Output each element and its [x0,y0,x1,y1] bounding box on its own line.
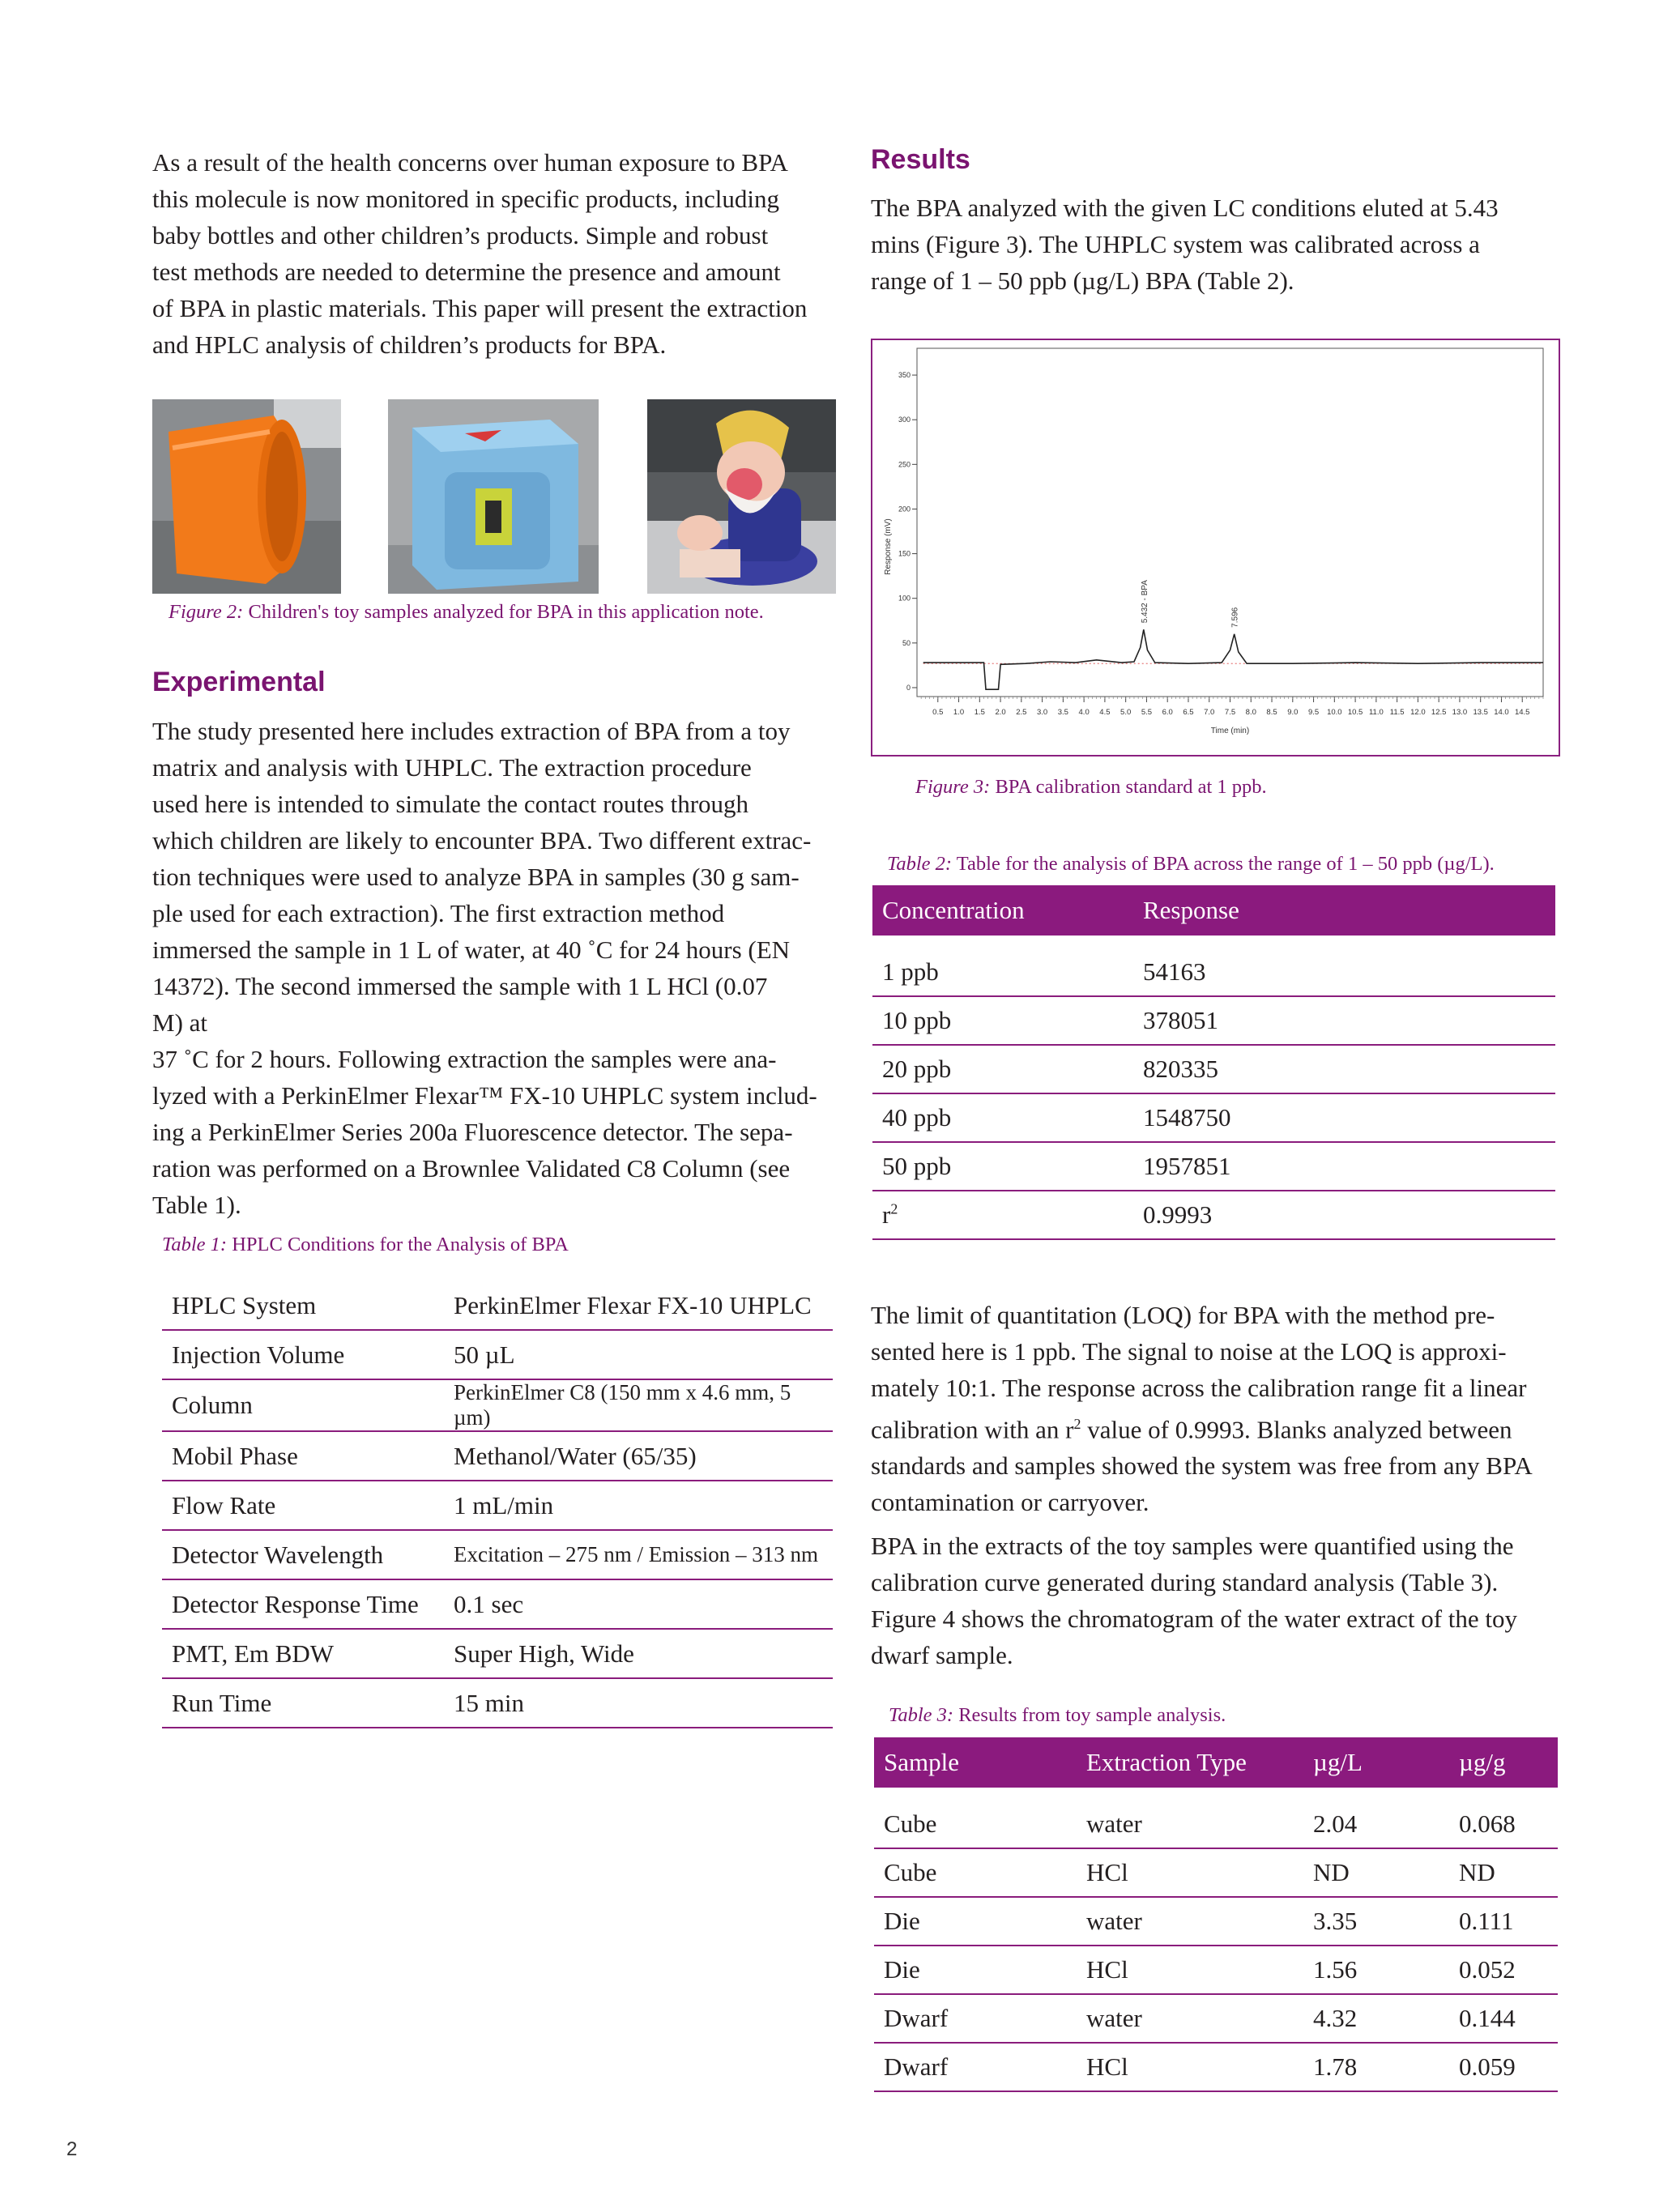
table-cell: Dwarf [874,2043,1077,2091]
table-row [162,1530,833,1579]
column-header: Response [1133,885,1555,936]
table-cell: Column [162,1379,444,1431]
table-cell: 0.059 [1449,2043,1558,2091]
table-cell: Mobil Phase [162,1431,444,1481]
x-tick-label: 5.0 [1120,708,1132,717]
x-tick-label: 8.5 [1266,708,1277,717]
bpa-chromatogram-chart [871,339,1560,757]
x-tick-label: 6.5 [1183,708,1194,717]
table-cell: 50 ppb [872,1142,1133,1191]
table-row [872,1191,1555,1239]
results-paragraph [871,190,1567,299]
r2-superscript: 2 [890,1200,898,1217]
column-header: Extraction Type [1077,1737,1303,1788]
table-header-row [872,885,1555,936]
table-cell: Die [874,1946,1077,1994]
x-tick-label: 7.0 [1204,708,1215,717]
experimental-line: tion techniques were used to analyze BPA in samples (30 g sam- [152,863,800,891]
quant-line: dwarf sample. [871,1641,1013,1669]
figure-2-text: Children's toy samples analyzed for BPA in this application note. [243,601,764,623]
table-cell: water [1077,1801,1303,1848]
table-cell: ND [1303,1848,1449,1897]
table-cell: 50 µL [444,1330,833,1379]
table-row [874,1801,1558,1848]
toy-photo-cube [388,399,599,594]
table-row [162,1629,833,1678]
experimental-line: matrix and analysis with UHPLC. The extraction procedure [152,753,752,782]
r2-label: r [882,1200,891,1229]
x-tick-label: 14.0 [1494,708,1509,717]
experimental-line: which children are likely to encounter BPA. Two different extrac- [152,826,812,855]
table-cell: 1 mL/min [444,1481,833,1530]
x-axis-label: Time (min) [1210,727,1250,735]
table-cell: Super High, Wide [444,1629,833,1678]
table-row [162,1678,833,1728]
x-tick-label: 1.5 [974,708,985,717]
results-line: mins (Figure 3). The UHPLC system was calibrated across a [871,230,1480,258]
column-header: µg/L [1303,1737,1449,1788]
table-1-title: HPLC Conditions for the Analysis of BPA [227,1234,569,1255]
peak-label: 7.596 [1230,607,1240,628]
x-tick-label: 12.5 [1431,708,1447,717]
y-tick-label: 0 [906,683,911,692]
table-cell: Die [874,1897,1077,1946]
table-cell: 1 ppb [872,948,1133,996]
y-tick-label: 50 [902,638,911,647]
table-row [162,1330,833,1379]
loq-superscript: 2 [1073,1416,1081,1432]
table-cell: PerkinElmer C8 (150 mm x 4.6 mm, 5 µm) [444,1379,833,1431]
table-3-caption [889,1704,1226,1727]
loq-text: value of 0.9993. Blanks analyzed between [1081,1415,1512,1444]
table-cell: 0.068 [1449,1801,1558,1848]
table-cell: 1.78 [1303,2043,1449,2091]
loq-line [871,1406,1576,1447]
table-cell: 54163 [1133,948,1555,996]
table-row [162,1431,833,1481]
loq-line: contamination or carryover. [871,1488,1149,1517]
experimental-line: M) at [152,1008,208,1037]
column-header: Concentration [872,885,1133,936]
x-tick-label: 10.5 [1347,708,1363,717]
table-2-title: Table for the analysis of BPA across the range of 1 – 50 ppb (µg/L). [952,853,1495,875]
x-tick-label: 3.5 [1057,708,1068,717]
x-tick-label: 4.5 [1099,708,1111,717]
table-cell: HCl [1077,2043,1303,2091]
table-row [162,1481,833,1530]
intro-line: As a result of the health concerns over human exposure to BPA [152,148,788,177]
x-tick-label: 10.0 [1327,708,1342,717]
table-row [162,1379,833,1431]
peak-label: 5.432 - BPA [1140,580,1149,624]
intro-paragraph [152,144,849,363]
table-3-title: Results from toy sample analysis. [953,1704,1226,1726]
table-cell: 1548750 [1133,1093,1555,1142]
table-3-label: Table 3: [889,1704,954,1726]
table-cell: 3.35 [1303,1897,1449,1946]
y-tick-label: 200 [898,505,911,514]
experimental-paragraph [152,713,857,1223]
table-cell: PMT, Em BDW [162,1629,444,1678]
table-cell: Cube [874,1848,1077,1897]
table-cell: Cube [874,1801,1077,1848]
results-line: range of 1 – 50 ppb (µg/L) BPA (Table 2). [871,266,1294,295]
x-tick-label: 5.5 [1141,708,1153,717]
figure-3-caption [915,776,1267,799]
table-cell: Injection Volume [162,1330,444,1379]
table-cell: PerkinElmer Flexar FX-10 UHPLC [444,1281,833,1330]
y-tick-label: 350 [898,371,911,380]
toy-results-table [874,1737,1558,2092]
table-cell: 1.56 [1303,1946,1449,1994]
calibration-table [872,885,1555,1240]
figure-3-text: BPA calibration standard at 1 ppb. [990,776,1267,798]
page-number: 2 [66,2138,78,2160]
table-row [872,1142,1555,1191]
column-header: Sample [874,1737,1077,1788]
hplc-conditions-table [162,1281,833,1728]
table-row [874,1946,1558,1994]
table-cell: 0.9993 [1133,1191,1555,1239]
chromatogram-svg [872,340,1559,755]
loq-line: standards and samples showed the system was free from any BPA [871,1451,1533,1481]
experimental-heading: Experimental [152,667,326,697]
quantification-paragraph [871,1528,1576,1673]
intro-line: test methods are needed to determine the presence and amount [152,258,781,286]
results-heading: Results [871,144,970,175]
table-cell: 15 min [444,1678,833,1728]
column-header: µg/g [1449,1737,1558,1788]
x-tick-label: 2.0 [995,708,1006,717]
x-tick-label: 2.5 [1016,708,1027,717]
table-2-caption [887,853,1495,876]
x-tick-label: 4.0 [1078,708,1090,717]
table-1-caption [162,1234,569,1256]
x-tick-label: 9.0 [1287,708,1299,717]
table-row [162,1281,833,1330]
x-tick-label: 13.5 [1473,708,1488,717]
x-tick-label: 3.0 [1036,708,1048,717]
intro-line: baby bottles and other children’s products. Simple and robust [152,221,769,249]
plot-area [917,348,1543,697]
experimental-line: ple used for each extraction). The first extraction method [152,899,725,927]
table-cell: 10 ppb [872,996,1133,1045]
table-cell: 0.052 [1449,1946,1558,1994]
y-axis-label: Response (mV) [884,518,893,575]
table-cell: water [1077,1897,1303,1946]
experimental-line: ing a PerkinElmer Series 200a Fluorescence detector. The sepa- [152,1118,793,1146]
chromatogram-trace [923,629,1543,689]
table-cell: Excitation – 275 nm / Emission – 313 nm [444,1530,833,1579]
x-tick-label: 1.0 [953,708,965,717]
table-cell: Detector Response Time [162,1579,444,1629]
y-tick-label: 150 [898,549,911,558]
x-tick-label: 13.0 [1452,708,1468,717]
x-tick-label: 7.5 [1224,708,1236,717]
figure-2-caption [168,601,764,624]
figure-3-label: Figure 3: [915,776,991,798]
table-header-row [874,1737,1558,1788]
y-tick-label: 250 [898,460,911,469]
quant-line: calibration curve generated during standard analysis (Table 3). [871,1568,1499,1596]
loq-line: mately 10:1. The response across the calibration range fit a linear [871,1374,1527,1402]
x-tick-label: 12.0 [1410,708,1426,717]
intro-line: this molecule is now monitored in specific products, including [152,185,780,213]
quant-line: BPA in the extracts of the toy samples were quantified using the [871,1532,1514,1560]
y-tick-label: 300 [898,416,911,424]
experimental-line: lyzed with a PerkinElmer Flexar™ FX-10 UHPLC system includ- [152,1081,817,1110]
table-1-label: Table 1: [162,1234,228,1255]
x-tick-label: 11.5 [1389,708,1405,717]
intro-line: of BPA in plastic materials. This paper will present the extraction [152,294,808,322]
table-cell: 1957851 [1133,1142,1555,1191]
experimental-line: 14372). The second immersed the sample with 1 L HCl (0.07 [152,972,768,1000]
table-row [874,2043,1558,2091]
table-cell: Methanol/Water (65/35) [444,1431,833,1481]
loq-text: calibration with an r [871,1415,1074,1444]
table-cell: 4.32 [1303,1994,1449,2043]
table-cell: 40 ppb [872,1093,1133,1142]
table-cell: 820335 [1133,1045,1555,1093]
x-tick-label: 8.0 [1245,708,1256,717]
table-row [874,1848,1558,1897]
table-row [872,1045,1555,1093]
x-tick-label: 14.5 [1514,708,1530,717]
table-cell: HPLC System [162,1281,444,1330]
table-cell: 0.1 sec [444,1579,833,1629]
loq-line: sented here is 1 ppb. The signal to noise at the LOQ is approxi- [871,1337,1507,1366]
x-tick-label: 6.0 [1162,708,1173,717]
r2-label-cell [872,1191,1133,1239]
results-line: The BPA analyzed with the given LC conditions eluted at 5.43 [871,194,1499,222]
table-cell: 0.111 [1449,1897,1558,1946]
quant-line: Figure 4 shows the chromatogram of the water extract of the toy [871,1605,1518,1633]
experimental-line: used here is intended to simulate the contact routes through [152,790,749,818]
table-row [872,996,1555,1045]
table-cell: Detector Wavelength [162,1530,444,1579]
y-tick-label: 100 [898,594,911,603]
x-tick-label: 0.5 [932,708,944,717]
table-cell: 2.04 [1303,1801,1449,1848]
table-cell: 20 ppb [872,1045,1133,1093]
table-2-label: Table 2: [887,853,953,875]
table-cell: 378051 [1133,996,1555,1045]
loq-line: The limit of quantitation (LOQ) for BPA with the method pre- [871,1301,1495,1329]
table-row [874,1994,1558,2043]
table-cell: ND [1449,1848,1558,1897]
loq-paragraph [871,1297,1576,1520]
experimental-line: The study presented here includes extraction of BPA from a toy [152,717,791,745]
experimental-line: immersed the sample in 1 L of water, at 40 ˚C for 24 hours (EN [152,936,791,964]
table-row [874,1897,1558,1946]
experimental-line: 37 ˚C for 2 hours. Following extraction the samples were ana- [152,1045,777,1073]
figure-2-label: Figure 2: [168,601,244,623]
table-cell: HCl [1077,1946,1303,1994]
table-cell: HCl [1077,1848,1303,1897]
toy-photo-cup [152,399,341,594]
intro-line: and HPLC analysis of children’s products for BPA. [152,330,667,359]
table-cell: 0.144 [1449,1994,1558,2043]
toy-photo-dwarf [647,399,836,594]
x-tick-label: 9.5 [1307,708,1320,717]
table-row [872,1093,1555,1142]
table-row [162,1579,833,1629]
experimental-line: Table 1). [152,1191,241,1219]
experimental-line: ration was performed on a Brownlee Validated C8 Column (see [152,1154,791,1183]
table-row [872,948,1555,996]
table-cell: Run Time [162,1678,444,1728]
table-cell: Flow Rate [162,1481,444,1530]
x-tick-label: 11.0 [1368,708,1384,717]
table-cell: Dwarf [874,1994,1077,2043]
table-cell: water [1077,1994,1303,2043]
